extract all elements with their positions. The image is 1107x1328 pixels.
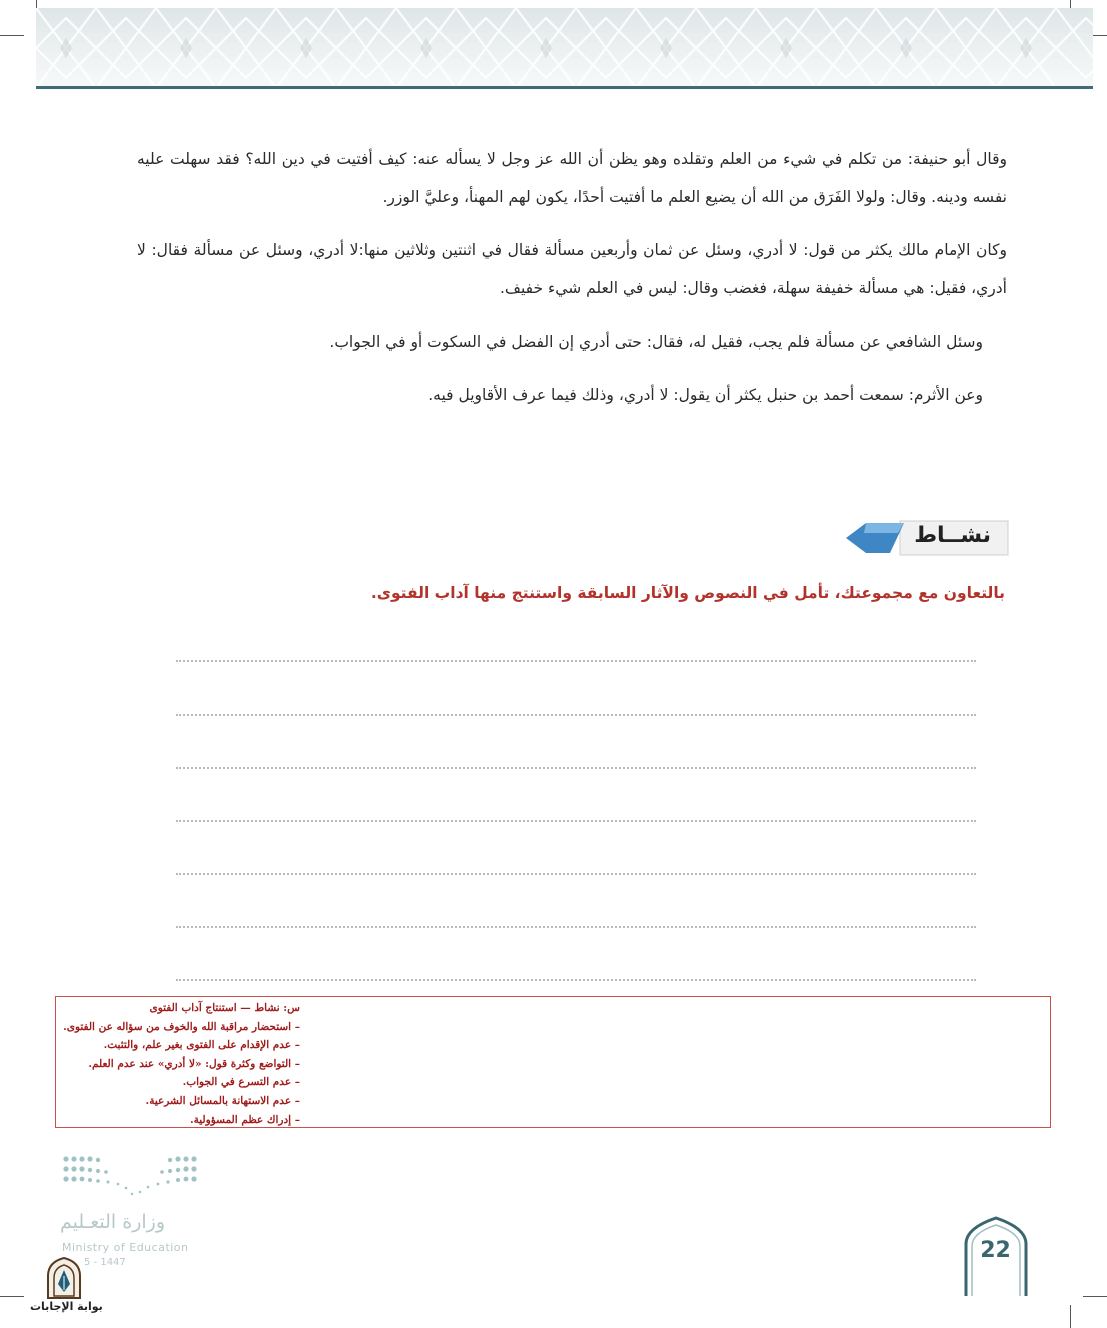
answer-line-text: – عدم الاستهانة بالمسائل الشرعية. [145, 1094, 300, 1107]
activity-title: نشــاط [914, 523, 991, 548]
ministry-logo-icon [62, 1154, 198, 1200]
answer-text [60, 999, 300, 1129]
ministry-name-ar: وزارة التعـليم [60, 1211, 166, 1233]
portal-logo-icon [44, 1256, 84, 1300]
ministry-name-en: Ministry of Education [62, 1241, 189, 1254]
answer-line[interactable] [176, 714, 976, 716]
activity-header [842, 519, 1009, 557]
activity-instruction: بالتعاون مع مجموعتك، تأمل في النصوص والآثار السابقة واستنتج منها آداب الفتوى. [370, 584, 1005, 602]
header-divider [36, 86, 1093, 89]
paragraph-malik: وكان الإمام مالك يكثر من قول: لا أدري، وسئل عن ثمان وأربعين مسألة فقال في اثنتين وثلاثين منها:لا أدري، وسئل عن مسألة فقال: لا أدري، فقيل: هي مسألة خفيفة سهلة، فغضب وقال: ليس في العلم شيء خفيف. [137, 241, 1007, 297]
header-pattern-band [36, 8, 1093, 88]
answer-line-text: – استحضار مراقبة الله والخوف من سؤاله عن الفتوى. [63, 1020, 300, 1033]
paragraph-athram: وعن الأثرم: سمعت أحمد بن حنبل يكثر أن يقول: لا أدري، وذلك فيما عرف الأقاويل فيه. [428, 386, 983, 404]
crop-mark [0, 35, 24, 36]
edition-year: 5 - 1447 [84, 1257, 126, 1268]
answer-line[interactable] [176, 926, 976, 928]
crop-mark [1083, 1296, 1107, 1297]
answer-line-text: – إدراك عظم المسؤولية. [189, 1113, 300, 1126]
paragraph-shafii: وسئل الشافعي عن مسألة فلم يجب، فقيل له، فقال: حتى أدري إن الفضل في السكوت أو في الجواب. [329, 333, 983, 351]
answer-line[interactable] [176, 979, 976, 981]
answer-line[interactable] [176, 873, 976, 875]
answer-line[interactable] [176, 767, 976, 769]
answer-line-text: – عدم الإقدام على الفتوى بغير علم، والتثبت. [103, 1039, 300, 1052]
answer-line-text: – عدم التسرع في الجواب. [182, 1076, 300, 1089]
answer-line[interactable] [176, 660, 976, 662]
page-number: 22 [980, 1238, 1011, 1263]
answer-line-text: – التواضع وكثرة قول: «لا أدري» عند عدم العلم. [88, 1057, 300, 1070]
geometric-pattern-icon [36, 8, 1093, 88]
crop-mark [0, 1296, 24, 1297]
paragraph-abu-hanifa: وقال أبو حنيفة: من تكلم في شيء من العلم وتقلده وهو يظن أن الله عز وجل لا يسأله عنه: كيف أفتيت في دين الله؟ فقد سهلت عليه نفسه ودينه. وقال: ولولا الفَرَق من الله أن يضيع العلم ما أفتيت أحدًا، يكون لهم المهنأ، وعليَّ الوزر. [137, 150, 1007, 206]
answer-line-text: س: نشاط — استنتاج آداب الفتوى [149, 1002, 300, 1014]
portal-name: بوابة الإجابات [30, 1300, 103, 1313]
crop-mark [1070, 1305, 1071, 1328]
answer-line[interactable] [176, 820, 976, 822]
